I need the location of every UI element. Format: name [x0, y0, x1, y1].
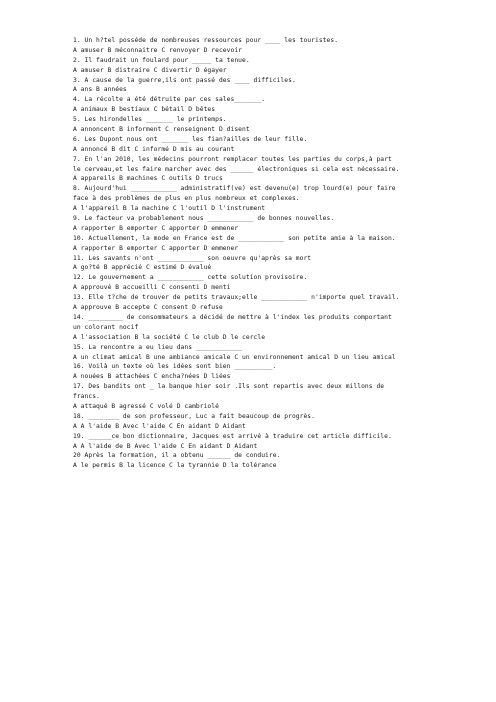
answer-options-line: A l'association B la société C le club D le cercle	[73, 333, 266, 341]
answer-options-line: A approuve B accepte C consent D refuse	[73, 304, 223, 312]
question-line: 12. Le gouvernement a ____________ cette solution provisoire.	[73, 274, 308, 282]
question-line: 8. Aujourd'hui ____________ administratif(ve) est devenu(e) trop lourd(e) pour faire	[73, 185, 396, 193]
answer-options-line: A amuser B méconnaitre C renvoyer D recevoir	[73, 46, 243, 54]
answer-options-line: A ans B années	[73, 86, 127, 94]
question-continuation-line: francs.	[73, 393, 100, 401]
question-line: 3. A cause de la guerre,ils ont passé des ____ difficiles.	[73, 76, 296, 84]
question-continuation-line: face à des problèmes de plus en plus nombreux et complexes.	[73, 195, 300, 203]
question-line: 19. ______ce bon dictionnaire, Jacques est arrivé à traduire cet article difficile.	[73, 432, 392, 440]
question-line: 20 Après la formation, il a obtenu ______ de conduire.	[73, 452, 281, 460]
answer-options-line: A rapporter B emporter C apporter D emmener	[73, 224, 239, 232]
question-line: 13. Elle t?che de trouver de petits travaux;elle ____________ n'importe quel travail.	[73, 294, 400, 302]
answer-options-line: A A l'aide B Avec l'aide C En aidant D Aidant	[73, 422, 246, 430]
question-line: 14. _________ de consommateurs a décidé de mettre à l'index les produits comportant	[73, 313, 392, 321]
answer-options-line: A A l'aide de B Avec l'aide C En aidant D Aidant	[73, 442, 258, 450]
question-line: 17. Des bandits ont _ la banque hier soir .Ils sont repartis avec deux millons de	[73, 383, 385, 391]
question-line: 16. Voilà un texte où les idées sont bien __________.	[73, 363, 277, 371]
answer-options-line: A appareils B machines C outils D trucs	[73, 175, 223, 183]
question-line: 5. Les hirondelles _______ le printemps.	[73, 116, 227, 124]
answer-options-line: A nouées B attachées C encha?nées D liées	[73, 373, 231, 381]
answer-options-line: A l'appareil B la machine C l'outil D l'instrument	[73, 205, 266, 213]
question-line: 11. Les savants n'ont ____________ son oeuvre qu'après sa mort	[73, 254, 312, 262]
answer-options-line: A go?té B apprécié C estimé D évalué	[73, 264, 212, 272]
answer-options-line: A annoncent B informent C renseignent D disent	[73, 126, 250, 134]
question-line: 4. La récolte a été détruite par ces sales_______.	[73, 96, 266, 104]
answer-options-line: A animaux B bestiaux C bétail D bêtes	[73, 106, 216, 114]
answer-options-line: A amuser B distraire C divertir D égayer	[73, 66, 227, 74]
question-line: 2. Il faudrait un foulard pour _____ ta tenue.	[73, 56, 250, 64]
question-line: 7. En l'an 2010, les médecins pourront remplacer toutes les parties du corps,à part	[73, 155, 392, 163]
question-line: 6. Les Dupont nous ont _______ les fian?ailles de leur fille.	[73, 135, 308, 143]
question-line: 10. Actuellement, la mode en France est de ____________ son petite amie à la maison.	[73, 234, 396, 242]
question-line: 1. Un h?tel posséde de nombreuses ressources pour ____ les touristes.	[73, 37, 339, 44]
question-list	[73, 36, 496, 471]
answer-options-line: A le permis B la licence C la tyrannie D la tolérance	[73, 462, 277, 470]
answer-options-line: A un climat amical B une ambiance amicale C un environnement amical D un lieu amical	[73, 353, 396, 361]
question-line: 9. Le facteur va probablement nous ____________ de bonnes nouvelles.	[73, 215, 335, 223]
question-line: 18. ________ de son professeur, Luc a fait beaucoup de progrès.	[73, 412, 315, 420]
question-continuation-line: un colorant nocif	[73, 323, 139, 331]
answer-options-line: A approuvé B accueilli C consenti D menti	[73, 284, 231, 292]
question-line: 15. La rencontre a eu lieu dans ____________	[73, 343, 243, 351]
answer-options-line: A attaqué B agressé C volé D cambriolé	[73, 402, 219, 410]
answer-options-line: A rapporter B emporter C apporter D emmener	[73, 244, 239, 252]
answer-options-line: A annoncé B dit C informé D mis au courant	[73, 145, 235, 153]
question-continuation-line: le cerveau,et les faire marcher avec des ______ électroniques si cela est nécessaire.	[73, 165, 400, 173]
